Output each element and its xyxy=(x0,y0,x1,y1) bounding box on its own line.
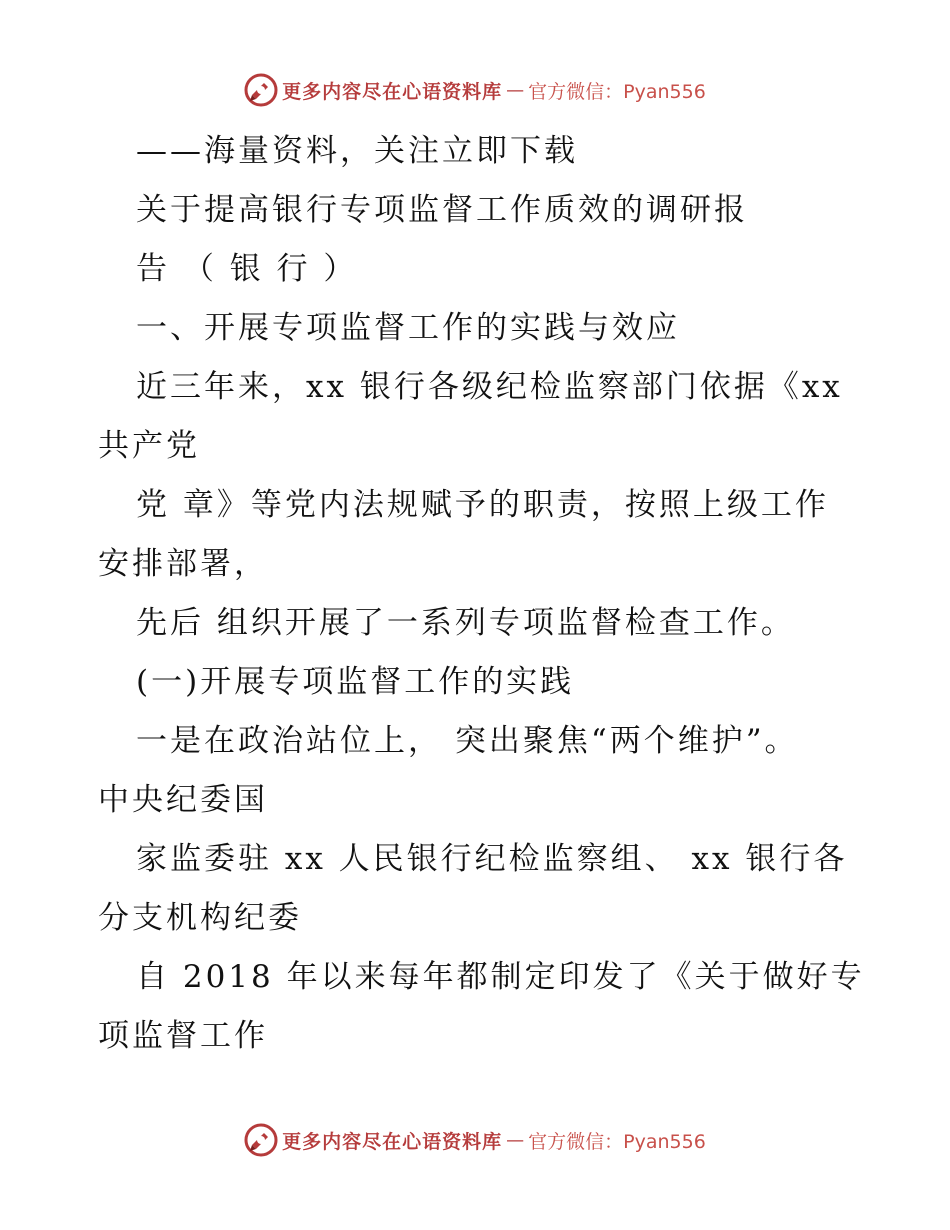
document-body xyxy=(98,122,865,1066)
paragraph-line: 安排部署， xyxy=(98,546,268,582)
banner-separator: — xyxy=(506,1129,525,1151)
paragraph-line: 一是在政治站位上， 突出聚焦“两个维护”。 xyxy=(136,723,799,759)
brand-text: 更多内容尽在心语资料库 xyxy=(282,80,503,103)
header-banner xyxy=(0,70,950,110)
paragraph-line: 分支机构纪委 xyxy=(98,900,302,936)
banner-separator: — xyxy=(506,79,525,101)
subsection-heading: (一)开展专项监督工作的实践 xyxy=(136,664,575,700)
paragraph-line: 自 2018 年以来每年都制定印发了《关于做好专 xyxy=(136,959,865,995)
paragraph-line: 家监委驻 xx 人民银行纪检监察组、 xx 银行各 xyxy=(136,841,848,877)
section-heading: 一、开展专项监督工作的实践与效应 xyxy=(136,310,680,346)
wechat-text: 官方微信：Pyan556 xyxy=(528,80,706,103)
paragraph-line: 项监督工作 xyxy=(98,1018,268,1054)
book-pen-logo-icon xyxy=(244,73,278,107)
footer-banner xyxy=(0,1120,950,1160)
paragraph-line: 先后 组织开展了一系列专项监督检查工作。 xyxy=(136,605,795,641)
doc-title-line-1: 关于提高银行专项监督工作质效的调研报 xyxy=(136,192,748,228)
book-pen-logo-icon xyxy=(244,1123,278,1157)
paragraph-line: 中央纪委国 xyxy=(98,782,268,818)
paragraph-line: 党 章》等党内法规赋予的职责，按照上级工作 xyxy=(136,487,829,523)
paragraph-line: 共产党 xyxy=(98,428,200,464)
paragraph-line: 近三年来，xx 银行各级纪检监察部门依据《xx xyxy=(136,369,843,405)
doc-title-line-2: 告 （ 银 行 ） xyxy=(136,251,358,287)
wechat-text: 官方微信：Pyan556 xyxy=(528,1130,706,1153)
doc-line: ——海量资料，关注立即下载 xyxy=(136,133,578,169)
brand-text: 更多内容尽在心语资料库 xyxy=(282,1130,503,1153)
